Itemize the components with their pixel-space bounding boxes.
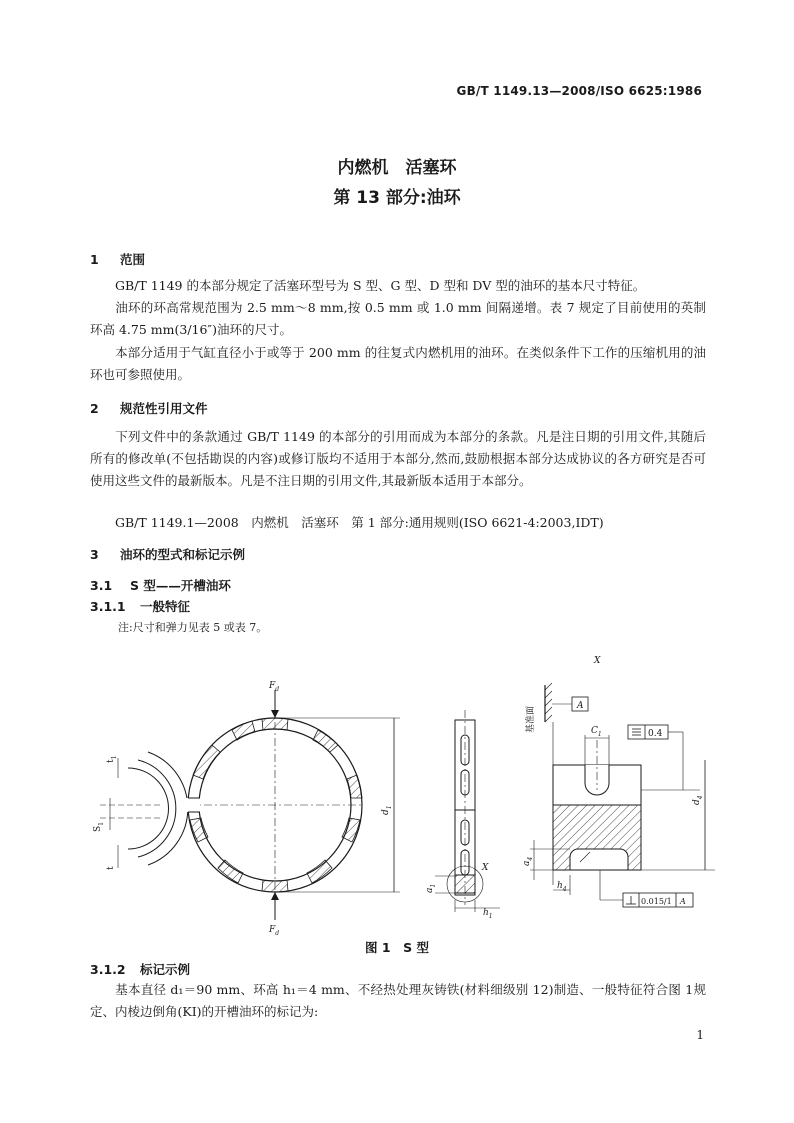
section-1-para-3-text: 本部分适用于气缸直径小于或等于 200 mm 的往复式内燃机用的油环。在类似条件下工作的压缩机用的油环也可参照使用。 bbox=[90, 345, 706, 382]
section-3-1-2-heading bbox=[90, 960, 190, 978]
label-a1: $a_1$ bbox=[425, 883, 437, 893]
label-c1: $C_1$ bbox=[591, 726, 602, 738]
section-2-reference-1-text: GB/T 1149.1—2008 内燃机 活塞环 第 1 部分:通用规则(ISO 6621-4:2003,IDT) bbox=[115, 515, 604, 530]
section-3-1-2-title: 标记示例 bbox=[140, 962, 191, 977]
section-3-1-2-number: 3.1.2 bbox=[90, 962, 126, 977]
label-parallel-tolerance: 0.4 bbox=[648, 729, 663, 739]
detail-x-view bbox=[530, 683, 715, 907]
standard-code: GB/T 1149.13—2008/ISO 6625:1986 bbox=[456, 84, 702, 98]
section-1-para-3 bbox=[90, 342, 706, 386]
section-2-title: 规范性引用文件 bbox=[120, 401, 208, 416]
label-datum-a: A bbox=[577, 701, 584, 711]
section-3-1-1-title: 一般特征 bbox=[140, 599, 191, 614]
ring-top-view bbox=[180, 690, 400, 920]
label-perpendicularity-datum: A bbox=[680, 897, 686, 906]
label-x-detail: X bbox=[482, 863, 489, 873]
figure-1-drawing bbox=[0, 640, 794, 935]
title-line-1: 内燃机 活塞环 bbox=[337, 158, 457, 178]
section-2-number: 2 bbox=[90, 401, 99, 416]
ring-segment-view bbox=[100, 752, 188, 868]
section-2-reference-1 bbox=[90, 512, 706, 534]
section-3-title: 油环的型式和标记示例 bbox=[120, 547, 246, 562]
label-perpendicularity-tolerance: 0.015/1 bbox=[641, 897, 672, 906]
section-3-1-heading bbox=[90, 576, 231, 594]
title-line-2: 第 13 部分:油环 bbox=[333, 188, 461, 208]
label-datum-face: 基准面 bbox=[526, 705, 536, 733]
section-1-number: 1 bbox=[90, 252, 99, 267]
dimension-note: 注:尺寸和弹力见表 5 或表 7。 bbox=[118, 621, 268, 634]
label-fd-top: $F_d$ bbox=[269, 681, 280, 693]
label-h1: $h_1$ bbox=[483, 908, 493, 920]
label-d4: $d_4$ bbox=[692, 795, 704, 805]
section-3-1-2-para-1 bbox=[90, 979, 706, 1023]
label-x-top: X bbox=[594, 656, 601, 666]
figure-1-caption: 图 1 S 型 bbox=[365, 940, 429, 955]
section-3-number: 3 bbox=[90, 547, 99, 562]
section-3-1-1-number: 3.1.1 bbox=[90, 599, 126, 614]
label-h4: $h_4$ bbox=[557, 881, 567, 893]
label-s1: $S_1$ bbox=[93, 822, 105, 832]
section-2-para-1-text: 下列文件中的条款通过 GB/T 1149 的本部分的引用而成为本部分的条款。凡是注日期的引用文件,其随后所有的修改单(不包括勘误的内容)或修订版均不适用于本部分,然而,鼓励根据本部分达成协议的各方研究是否可使用这些文件的最新版本。凡是不注日期的引用文件,其最新版本适用于本部分。 bbox=[90, 429, 706, 488]
label-d1: $d_1$ bbox=[381, 805, 393, 815]
section-1-para-1 bbox=[90, 275, 706, 297]
section-2-heading bbox=[90, 399, 208, 417]
label-fd-bottom: $F_d$ bbox=[269, 925, 280, 935]
section-1-para-2-text: 油环的环高常规范围为 2.5 mm～8 mm,按 0.5 mm 或 1.0 mm 间隔递增。表 7 规定了目前使用的英制环高 4.75 mm(3/16″)油环的尺寸。 bbox=[90, 300, 706, 337]
section-3-1-number: 3.1 bbox=[90, 578, 113, 593]
section-2-para-1 bbox=[90, 426, 706, 492]
section-3-heading bbox=[90, 545, 245, 563]
section-1-para-2 bbox=[90, 297, 706, 341]
section-1-title: 范围 bbox=[120, 252, 146, 267]
label-t1: $t_1$ bbox=[106, 755, 118, 763]
label-t: t bbox=[106, 866, 116, 870]
section-3-1-2-para-1-text: 基本直径 d₁＝90 mm、环高 h₁＝4 mm、不经热处理灰铸铁(材料细级别 12)制造、一般特征符合图 1规定、内棱边倒角(KI)的开槽油环的标记为: bbox=[90, 982, 706, 1019]
section-3-1-title: S 型——开槽油环 bbox=[130, 578, 231, 593]
label-a4: $a_4$ bbox=[522, 856, 534, 866]
ring-side-view bbox=[435, 710, 500, 912]
page-number: 1 bbox=[696, 1028, 704, 1042]
section-1-para-1-text: GB/T 1149 的本部分规定了活塞环型号为 S 型、G 型、D 型和 DV 型的油环的基本尺寸特征。 bbox=[115, 278, 646, 293]
section-1-heading bbox=[90, 250, 145, 268]
section-3-1-1-heading bbox=[90, 597, 190, 615]
